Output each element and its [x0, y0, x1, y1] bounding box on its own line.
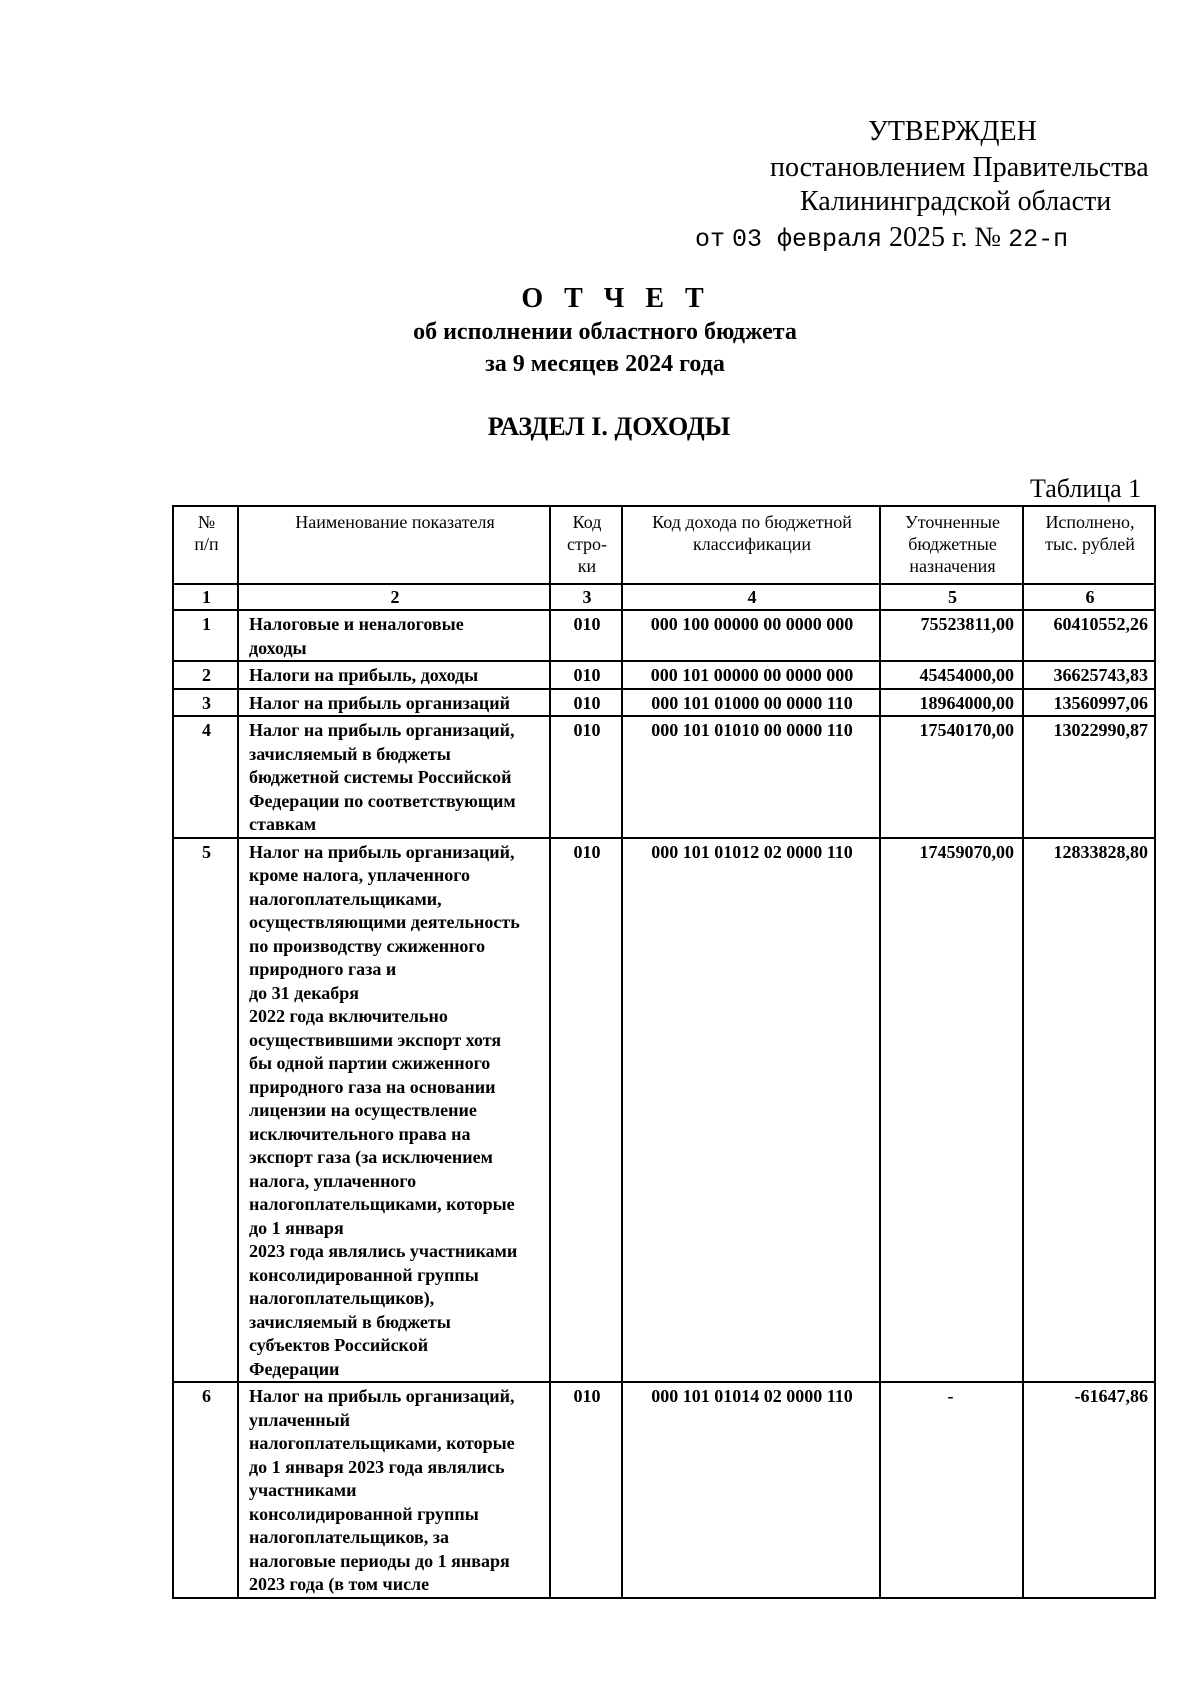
header-plan	[880, 506, 1023, 584]
header-bk-code-line: классификации	[693, 534, 811, 554]
row-indicator-name	[238, 838, 550, 1383]
row-indicator-name-line: до 31 декабря	[249, 982, 360, 1003]
row-plan-value: 18964000,00	[880, 689, 1023, 717]
table-row	[173, 610, 1155, 661]
row-indicator-name-line: налогоплательщиками,	[249, 888, 442, 909]
header-line-code-line: стро-	[566, 534, 608, 554]
approval-date	[695, 222, 1068, 256]
table-row	[173, 716, 1155, 838]
approval-date-prefix: от	[695, 225, 726, 254]
row-indicator-name	[238, 661, 550, 689]
row-line-code: 010	[550, 689, 622, 717]
row-bk-code: 000 101 01000 00 0000 110	[622, 689, 880, 717]
header-exec-line: Исполнено,	[1045, 512, 1135, 532]
row-indicator-name-line: Налог на прибыль организаций,	[249, 720, 515, 740]
row-indicator-name-line: кроме налога, уплаченного	[249, 865, 470, 885]
row-indicator-name-line: налоговые периоды до 1 января	[249, 1550, 510, 1571]
row-line-code: 010	[550, 610, 622, 661]
table-row	[173, 689, 1155, 717]
row-exec-value: -61647,86	[1023, 1382, 1155, 1598]
approval-block	[600, 116, 1200, 256]
row-indicator-name-line: лицензии на осуществление	[249, 1100, 477, 1120]
row-number: 3	[173, 689, 238, 717]
approval-region: Калининградской области	[800, 186, 1112, 217]
row-plan-value: 75523811,00	[880, 610, 1023, 661]
header-plan-line: Уточненные	[905, 512, 1000, 532]
row-indicator-name-line: Налог на прибыль организаций,	[249, 1386, 515, 1406]
row-indicator-name-line: зачисляемый в бюджеты	[249, 1311, 451, 1332]
row-indicator-name-line: консолидированной группы	[249, 1503, 479, 1524]
row-indicator-name-line: Налоговые и неналоговые	[249, 614, 464, 634]
row-indicator-name-line: налогоплательщиками, которые	[249, 1433, 515, 1453]
header-bk-code-line: Код дохода по бюджетной	[652, 512, 852, 532]
header-line-code	[550, 506, 622, 584]
report-subtitle-1: об исполнении областного бюджета	[413, 319, 797, 345]
row-indicator-name-line: бы одной партии сжиженного	[249, 1053, 491, 1073]
row-indicator-name-line: природного газа и	[249, 959, 397, 979]
row-indicator-name-line: субъектов Российской	[249, 1335, 429, 1355]
row-indicator-name-line: налогоплательщиков),	[249, 1288, 435, 1308]
header-num-line: №	[197, 512, 216, 532]
header-line-code-line: ки	[577, 556, 597, 576]
income-table	[172, 505, 1156, 1599]
column-number: 4	[622, 584, 880, 610]
header-name	[238, 506, 550, 584]
row-indicator-name-line: бюджетной системы Российской	[249, 767, 512, 787]
row-indicator-name-line: экспорт газа (за исключением	[249, 1147, 493, 1167]
row-number: 4	[173, 716, 238, 838]
row-indicator-name-line: по производству сжиженного	[249, 935, 486, 956]
row-exec-value: 13022990,87	[1023, 716, 1155, 838]
row-indicator-name-line: уплаченный	[249, 1409, 351, 1430]
row-line-code: 010	[550, 1382, 622, 1598]
report-title-block	[0, 282, 1200, 380]
approval-date-day-month: 03 февраля	[732, 225, 883, 254]
row-indicator-name-line: участниками	[249, 1480, 357, 1500]
row-exec-value: 36625743,83	[1023, 661, 1155, 689]
row-number: 1	[173, 610, 238, 661]
row-indicator-name	[238, 610, 550, 661]
row-indicator-name-line: до 1 января	[249, 1217, 344, 1238]
table-label: Таблица 1	[1030, 474, 1142, 503]
row-indicator-name-line: Налоги на прибыль, доходы	[249, 665, 479, 685]
report-title: О Т Ч Е Т	[521, 283, 711, 314]
row-indicator-name	[238, 1382, 550, 1598]
row-indicator-name-line: налогоплательщиков, за	[249, 1527, 450, 1547]
row-indicator-name-line: Налог на прибыль организаций	[249, 692, 510, 713]
row-number: 2	[173, 661, 238, 689]
column-number: 6	[1023, 584, 1155, 610]
table-row	[173, 838, 1155, 1383]
row-plan-value: 17540170,00	[880, 716, 1023, 838]
row-indicator-name-line: 2022 года включительно	[249, 1006, 448, 1026]
approval-authority: постановлением Правительства	[770, 152, 1149, 183]
table-row	[173, 1382, 1155, 1598]
row-indicator-name-line: Федерации по соответствующим	[249, 790, 516, 811]
row-bk-code: 000 101 01014 02 0000 110	[622, 1382, 880, 1598]
row-plan-value: 45454000,00	[880, 661, 1023, 689]
row-indicator-name-line: Налог на прибыль организаций,	[249, 841, 515, 862]
header-line-code-line: Код	[572, 512, 602, 532]
header-plan-line: назначения	[909, 556, 996, 576]
row-indicator-name-line: исключительного права на	[249, 1123, 471, 1144]
row-indicator-name	[238, 716, 550, 838]
row-indicator-name-line: 2023 года являлись участниками	[249, 1241, 518, 1261]
row-exec-value: 12833828,80	[1023, 838, 1155, 1383]
row-indicator-name-line: осуществившими экспорт хотя	[249, 1029, 502, 1050]
row-indicator-name-line: природного газа на основании	[249, 1076, 496, 1097]
row-line-code: 010	[550, 661, 622, 689]
row-line-code: 010	[550, 716, 622, 838]
row-number: 6	[173, 1382, 238, 1598]
table-header-row	[173, 506, 1155, 584]
row-exec-value: 60410552,26	[1023, 610, 1155, 661]
row-indicator-name-line: зачисляемый в бюджеты	[249, 743, 451, 764]
header-bk-code	[622, 506, 880, 584]
row-indicator-name-line: консолидированной группы	[249, 1264, 479, 1285]
row-plan-value: 17459070,00	[880, 838, 1023, 1383]
row-indicator-name-line: налогоплательщиками, которые	[249, 1194, 515, 1214]
header-exec-line: тыс. рублей	[1045, 534, 1135, 554]
column-number: 5	[880, 584, 1023, 610]
approval-heading: УТВЕРЖДЕН	[868, 116, 1037, 147]
approval-year: 2025 г. №	[889, 222, 1002, 253]
table-row	[173, 661, 1155, 689]
column-number: 1	[173, 584, 238, 610]
approval-number: 22-п	[1008, 225, 1069, 254]
section-title: РАЗДЕЛ I. ДОХОДЫ	[487, 412, 731, 441]
row-indicator-name	[238, 689, 550, 717]
report-subtitle-2: за 9 месяцев 2024 года	[485, 351, 725, 377]
header-name-line: Наименование показателя	[295, 512, 495, 532]
header-num	[173, 506, 238, 584]
header-plan-line: бюджетные	[908, 534, 997, 554]
row-indicator-name-line: до 1 января 2023 года являлись	[249, 1456, 505, 1477]
row-exec-value: 13560997,06	[1023, 689, 1155, 717]
column-number-row	[173, 584, 1155, 610]
row-indicator-name-line: ставкам	[249, 814, 317, 834]
row-line-code: 010	[550, 838, 622, 1383]
row-indicator-name-line: 2023 года (в том числе	[249, 1574, 430, 1594]
row-bk-code: 000 101 00000 00 0000 000	[622, 661, 880, 689]
row-indicator-name-line: Федерации	[249, 1358, 340, 1379]
row-indicator-name-line: осуществляющими деятельность	[249, 912, 520, 932]
row-plan-value: -	[880, 1382, 1023, 1598]
row-bk-code: 000 101 01010 00 0000 110	[622, 716, 880, 838]
row-bk-code: 000 101 01012 02 0000 110	[622, 838, 880, 1383]
column-number: 2	[238, 584, 550, 610]
header-num-line: п/п	[194, 534, 219, 554]
column-number: 3	[550, 584, 622, 610]
row-indicator-name-line: налога, уплаченного	[249, 1170, 417, 1191]
row-number: 5	[173, 838, 238, 1383]
header-exec	[1023, 506, 1155, 584]
row-bk-code: 000 100 00000 00 0000 000	[622, 610, 880, 661]
row-indicator-name-line: доходы	[249, 637, 307, 658]
